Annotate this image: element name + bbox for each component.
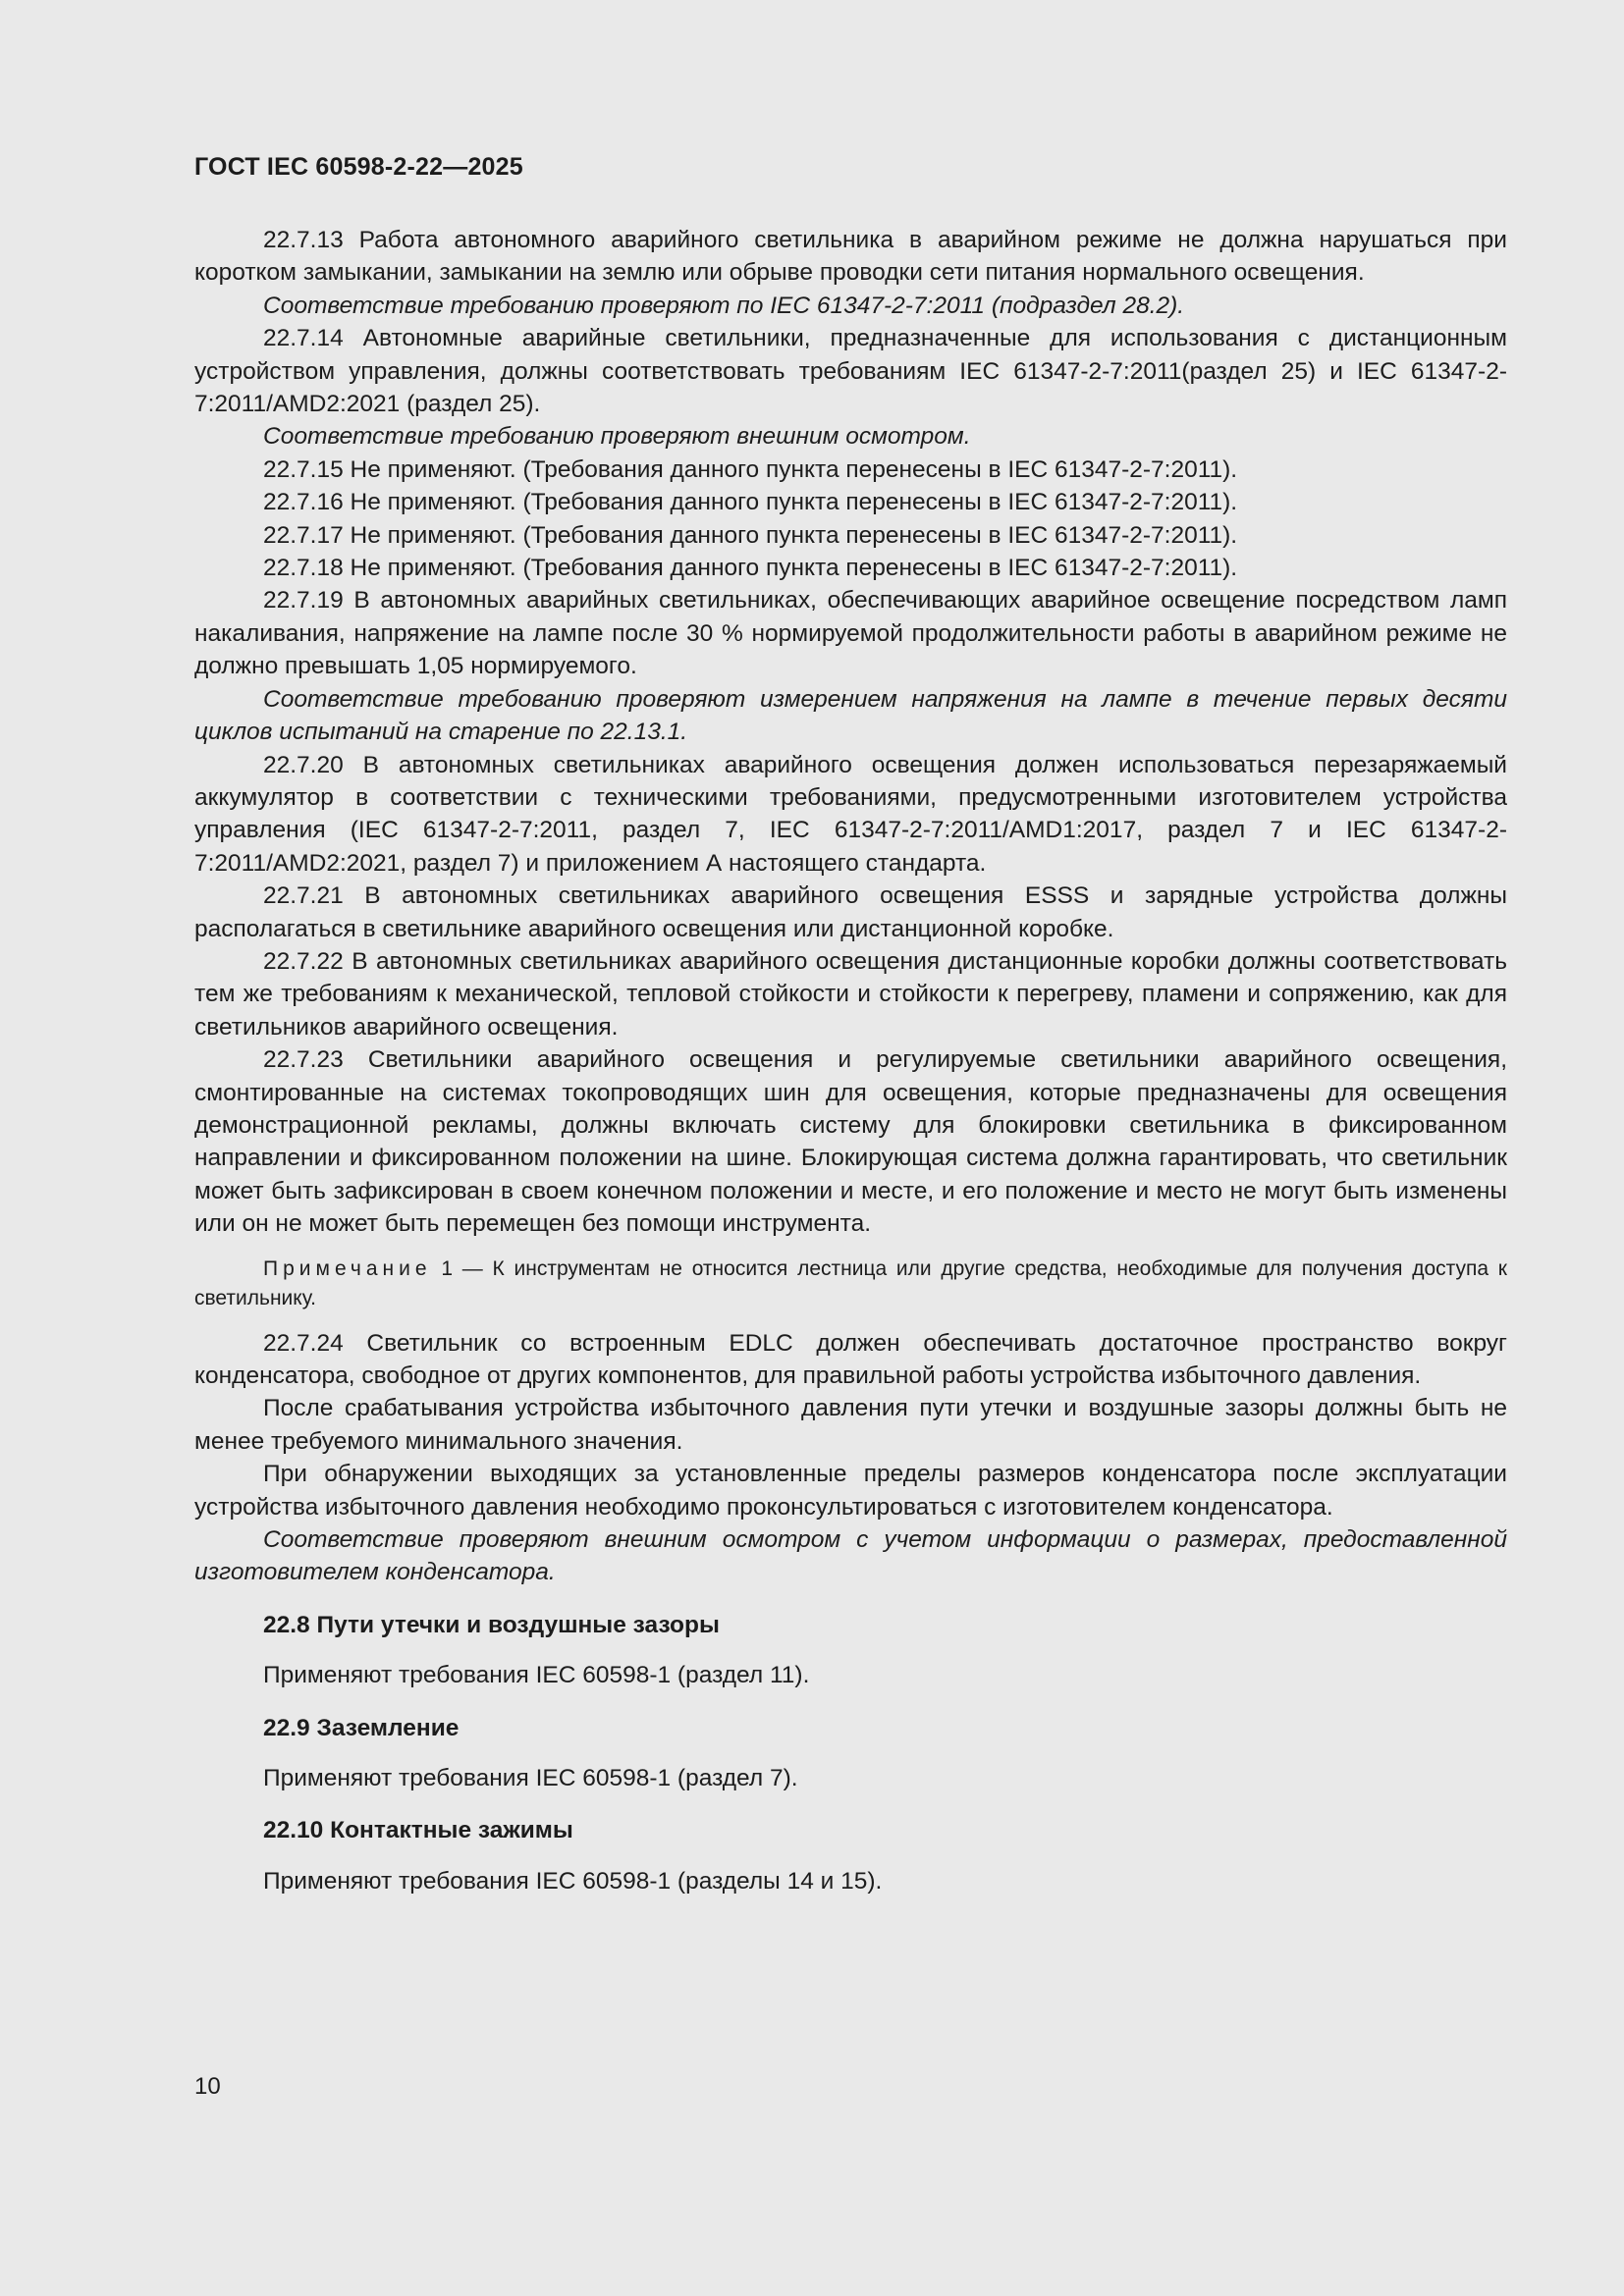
paragraph-22-7-16: 22.7.16 Не применяют. (Требования данного пункта перенесены в IEC 61347-2-7:2011). xyxy=(263,489,1238,516)
paragraph-22-7-23: 22.7.23 Светильники аварийного освещения и регулируемые светильники аварийного освещения, смонтированные на системах токопроводящих шин для освещения, которые предназначены для освещения демонстрационной рекламы, должны включать систему для блокировки светильника в фиксированном направлении и фиксированном положении на шине. Блокирующая система должна гарантировать, что светильник может быть зафиксирован в своем конечном положении и месте, и его положение и место не могут быть изменены или он не может быть перемещен без помощи инструмента. xyxy=(194,1046,1507,1238)
paragraph-22-7-13: 22.7.13 Работа автономного аварийного светильника в аварийном режиме не должна нарушаться при коротком замыкании, замыкании на землю или обрыве проводки сети питания нормального освещения. xyxy=(194,227,1507,287)
document-header: ГОСТ IEC 60598-2-22—2025 xyxy=(194,153,523,181)
paragraph-22-7-15: 22.7.15 Не применяют. (Требования данного пункта перенесены в IEC 61347-2-7:2011). xyxy=(263,455,1238,483)
paragraph-22-7-18: 22.7.18 Не применяют. (Требования данного пункта перенесены в IEC 61347-2-7:2011). xyxy=(263,555,1238,582)
page-number: 10 xyxy=(194,2073,221,2100)
section-text-22-10: Применяют требования IEC 60598-1 (разделы 14 и 15). xyxy=(263,1867,883,1895)
paragraph-22-7-20: 22.7.20 В автономных светильниках аварийного освещения должен использоваться перезаряжаемый аккумулятор в соответствии с техническими требованиями, предусмотренными изготовителем устройства управления (IEC 61347-2-7:2011, раздел 7, IEC 61347-2-7:2011/AMD1:2017, раздел 7 и IEC 61347-2-7:2011/AMD2:2021, раздел 7) и приложением А настоящего стандарта. xyxy=(194,751,1507,877)
note-text: 1 — К инструментам не относится лестница или другие средства, необходимые для получения доступа к светильнику. xyxy=(194,1256,1507,1309)
compliance-check-22-7-24: Соответствие проверяют внешним осмотром с учетом информации о размерах, предоставленной изготовителем конденсатора. xyxy=(194,1526,1507,1586)
paragraph-22-7-22: 22.7.22 В автономных светильниках аварийного освещения дистанционные коробки должны соответствовать тем же требованиям к механической, тепловой стойкости и стойкости к перегреву, пламени и сопряжению, как для светильников аварийного освещения. xyxy=(194,947,1507,1041)
compliance-check-22-7-19: Соответствие требованию проверяют измерением напряжения на лампе в течение первых десяти циклов испытаний на старение по 22.13.1. xyxy=(194,685,1507,746)
paragraph-22-7-24: 22.7.24 Светильник со встроенным EDLC должен обеспечивать достаточное пространство вокруг конденсатора, свободное от других компонентов, для правильной работы устройства избыточного давления. xyxy=(194,1329,1507,1389)
paragraph-22-7-21: 22.7.21 В автономных светильниках аварийного освещения ESSS и зарядные устройства должны располагаться в светильнике аварийного освещения или дистанционной коробке. xyxy=(194,882,1507,942)
section-text-22-9: Применяют требования IEC 60598-1 (раздел 7). xyxy=(263,1765,798,1792)
paragraph-22-7-24-capacitor: При обнаружении выходящих за установленные пределы размеров конденсатора после эксплуатации устройства избыточного давления необходимо проконсультироваться с изготовителем конденсатора. xyxy=(194,1461,1507,1521)
paragraph-22-7-14: 22.7.14 Автономные аварийные светильники, предназначенные для использования с дистанционным устройством управления, должны соответствовать требованиям IEC 61347-2-7:2011(раздел 25) и IEC 61347-2-7:2011/AMD2:2021 (раздел 25). xyxy=(194,325,1507,418)
note-label: Примечание xyxy=(263,1256,432,1280)
compliance-check-22-7-13: Соответствие требованию проверяют по IEC 61347-2-7:2011 (подраздел 28.2). xyxy=(263,292,1185,319)
note-1 xyxy=(194,1255,1507,1313)
paragraph-22-7-19: 22.7.19 В автономных аварийных светильниках, обеспечивающих аварийное освещение посредством ламп накаливания, напряжение на лампе после 30 % нормируемой продолжительности работы в аварийном режиме не должно превышать 1,05 нормируемого. xyxy=(194,587,1507,680)
document-body xyxy=(194,224,1507,1903)
paragraph-22-7-17: 22.7.17 Не применяют. (Требования данного пункта перенесены в IEC 61347-2-7:2011). xyxy=(263,521,1238,549)
paragraph-22-7-24-after-trigger: После срабатывания устройства избыточного давления пути утечки и воздушные зазоры должны быть не менее требуемого минимального значения. xyxy=(194,1395,1507,1455)
section-heading-22-8: 22.8 Пути утечки и воздушные зазоры xyxy=(263,1611,720,1638)
compliance-check-22-7-14: Соответствие требованию проверяют внешним осмотром. xyxy=(263,423,971,451)
section-heading-22-10: 22.10 Контактные зажимы xyxy=(263,1817,573,1844)
section-text-22-8: Применяют требования IEC 60598-1 (раздел 11). xyxy=(263,1662,810,1689)
section-heading-22-9: 22.9 Заземление xyxy=(263,1714,460,1741)
